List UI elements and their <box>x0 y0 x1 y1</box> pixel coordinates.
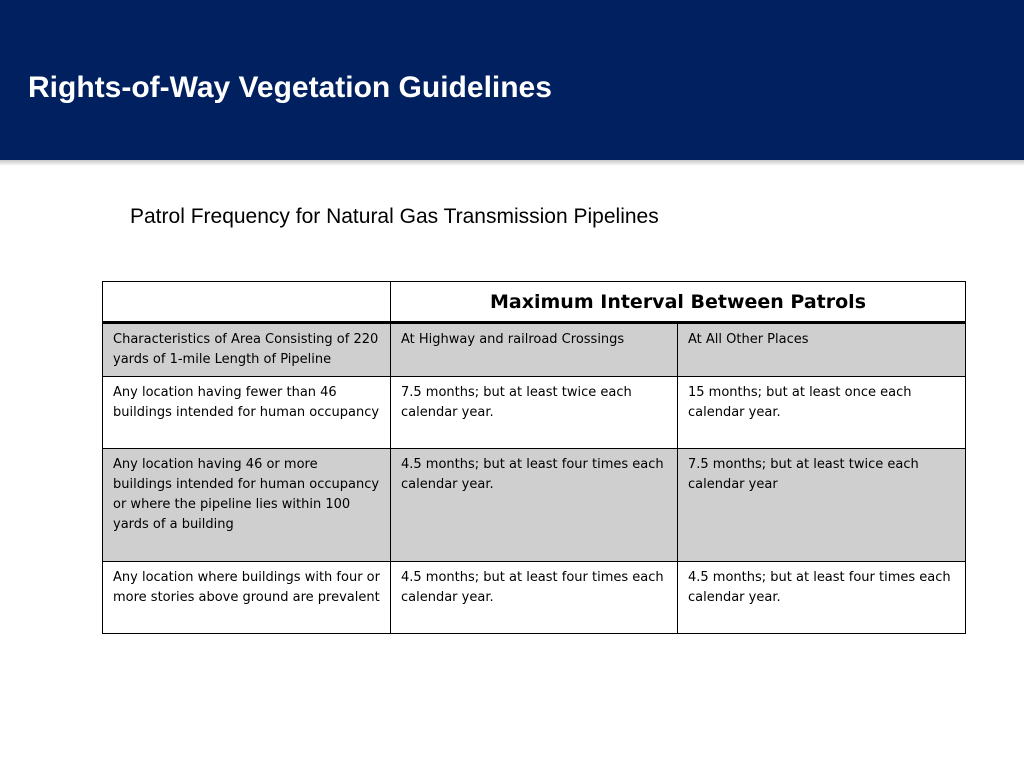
cell-other: 4.5 months; but at least four times each calendar year. <box>678 562 966 634</box>
title-bar-shadow <box>0 160 1024 166</box>
slide-title: Rights-of-Way Vegetation Guidelines <box>28 71 552 104</box>
cell-area: Any location having fewer than 46 buildings intended for human occupancy <box>103 377 391 449</box>
cell-highway: 4.5 months; but at least four times each calendar year. <box>391 449 678 562</box>
table-row <box>103 377 966 449</box>
cell-other: 7.5 months; but at least twice each calendar year <box>678 449 966 562</box>
table-row <box>103 323 966 377</box>
patrol-frequency-table <box>102 281 966 634</box>
cell-highway: 7.5 months; but at least twice each calendar year. <box>391 377 678 449</box>
header-max-interval: Maximum Interval Between Patrols <box>391 282 966 323</box>
table-row <box>103 449 966 562</box>
cell-area: Any location having 46 or more buildings intended for human occupancy or where the pipeline lies within 100 yards of a building <box>103 449 391 562</box>
cell-highway: At Highway and railroad Crossings <box>391 323 678 377</box>
table-row <box>103 562 966 634</box>
header-blank-cell <box>103 282 391 323</box>
slide-subtitle: Patrol Frequency for Natural Gas Transmission Pipelines <box>130 205 659 228</box>
table-header-row <box>103 282 966 323</box>
cell-other: At All Other Places <box>678 323 966 377</box>
title-bar <box>0 0 1024 160</box>
cell-area: Characteristics of Area Consisting of 220 yards of 1-mile Length of Pipeline <box>103 323 391 377</box>
cell-area: Any location where buildings with four or more stories above ground are prevalent <box>103 562 391 634</box>
cell-other: 15 months; but at least once each calendar year. <box>678 377 966 449</box>
cell-highway: 4.5 months; but at least four times each calendar year. <box>391 562 678 634</box>
